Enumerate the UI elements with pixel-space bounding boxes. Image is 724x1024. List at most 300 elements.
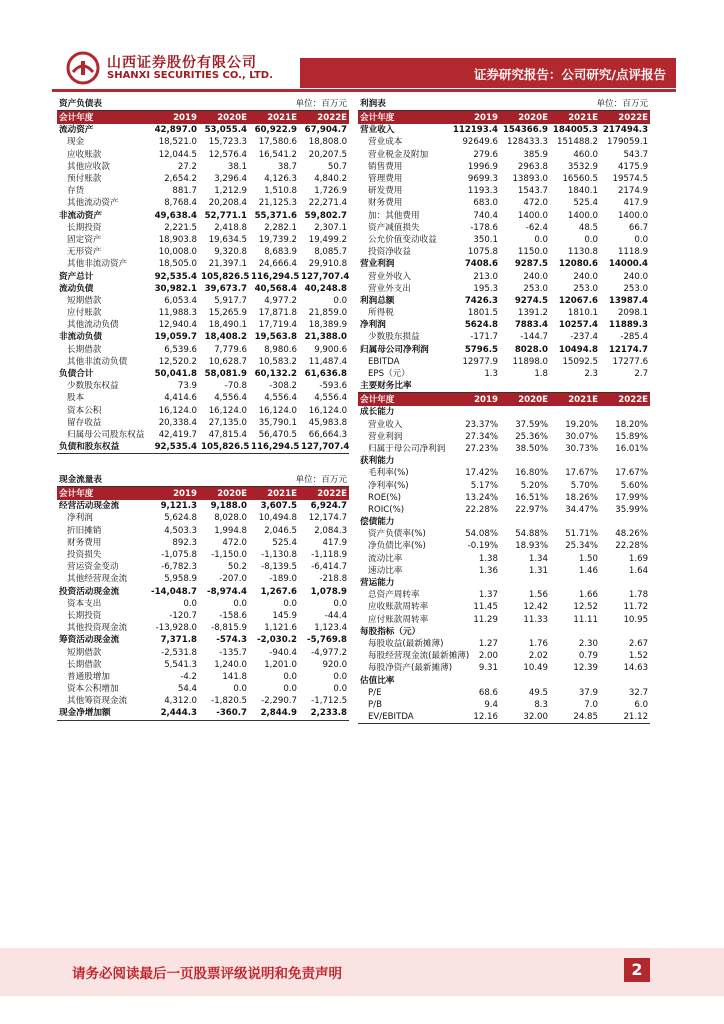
table-row [57,124,349,136]
row-label: 其他流动负债 [67,320,119,331]
row-value: 9,320.8 [214,247,247,258]
row-value: 30.73% [565,443,598,454]
table-row [358,258,650,270]
row-value: 279.6 [473,149,498,160]
table-row [358,455,650,467]
row-value: -5,769.8 [307,635,348,646]
row-value: -308.2 [269,381,297,392]
table-row [358,406,650,418]
ratios-title: 主要财务比率 [360,381,412,392]
table-row [358,197,650,209]
row-value: -1,712.5 [311,696,348,707]
row-value: 21,859.0 [308,308,348,319]
row-value: 12067.6 [558,295,598,306]
row-label: 非流动负债 [59,332,102,343]
table-row [358,516,650,528]
row-value: 4,414.6 [164,393,197,404]
row-label: 总资产周转率 [368,590,420,601]
row-value: 11.29 [473,614,498,625]
row-value: 12,576.4 [208,149,247,160]
row-value: 2.30 [578,638,598,649]
table-row [358,149,650,161]
row-value: 2.02 [528,651,548,662]
row-value: 16,124.0 [208,405,247,416]
row-value: 34.47% [565,504,598,515]
column-header: 2020E [500,393,550,407]
row-value: -158.6 [219,610,247,621]
row-value: 52,771.1 [204,210,247,221]
table-row [57,161,349,173]
row-value [600,577,650,589]
row-value: 2,307.1 [314,222,348,233]
row-value: 1118.9 [617,247,649,258]
row-label: 其他流动资产 [67,198,119,209]
row-value: 0.0 [333,295,348,306]
row-label: 其他筹资现金流 [67,696,128,707]
row-value: 18,389.9 [308,320,348,331]
table-title-row [358,98,650,111]
table-header-row [57,111,349,125]
row-value: 10,008.0 [158,247,197,258]
table-header-row [358,393,650,407]
income-statement-table [358,98,650,724]
company-name-en: SHANXI SECURITIES CO., LTD. [107,70,273,81]
row-value: 217494.3 [602,125,649,136]
row-value: -13,928.0 [155,623,197,634]
row-value: 920.0 [322,659,348,670]
row-value: 12977.9 [462,356,498,367]
column-header: 2019 [450,393,500,407]
row-value: 5,624.8 [164,513,197,524]
row-label: 毛利率(%) [368,468,409,479]
row-value: -62.4 [525,222,548,233]
row-value: 460.0 [573,149,598,160]
row-label: 留存收益 [67,417,102,428]
row-value [450,406,500,418]
row-value: 0.0 [634,234,649,245]
row-value: 128433.3 [506,137,548,148]
row-value: 61,636.8 [304,369,348,380]
row-value: 105,826.5 [201,271,250,282]
row-value: 105,826.5 [201,442,250,453]
row-label: 流动负债 [59,283,94,294]
row-value: -4.2 [180,671,197,682]
row-value [600,674,650,686]
row-value: 10.95 [623,614,649,625]
row-value [450,516,500,528]
row-label: 应付账款周转率 [368,614,429,625]
row-value: 525.4 [573,198,598,209]
row-label: 应付账款 [67,308,102,319]
row-value: 4,503.3 [164,525,197,536]
row-value [600,406,650,418]
row-value: -120.7 [169,610,197,621]
row-value: 20,338.4 [158,417,197,428]
row-label: ROE(%) [368,492,402,503]
row-value: 7408.6 [464,259,498,270]
row-value: 5796.5 [464,344,498,355]
table-row [57,561,349,573]
row-value: 2,418.8 [214,222,247,233]
row-value: 17,871.8 [258,308,297,319]
table-row [57,429,349,441]
table-row [358,553,650,565]
row-value: 6,924.7 [310,501,348,512]
column-header: 会计年度 [358,111,450,125]
row-value: 2.7 [634,369,649,380]
table-row [358,699,650,711]
row-value: 15,265.9 [208,308,247,319]
row-value: 2,084.3 [314,525,348,536]
table-row [57,258,349,270]
row-label: 加：其他费用 [368,210,420,221]
row-value: 1.76 [528,638,548,649]
row-value: 50.7 [327,161,348,172]
row-value: 3,296.4 [214,174,247,185]
row-value: 17,580.6 [258,137,297,148]
row-value: 16.51% [515,492,548,503]
table-row [358,674,650,686]
row-value: -8,139.5 [261,562,297,573]
row-label: 资本支出 [67,598,102,609]
row-value [450,674,500,686]
row-value: 55,371.6 [254,210,297,221]
table-row [358,601,650,613]
row-value: 9,900.6 [314,344,348,355]
row-value: 38.1 [227,161,247,172]
row-value: 16,124.0 [258,405,297,416]
row-value: 892.3 [172,537,197,548]
row-value: 32.7 [628,687,649,698]
row-value: -8,815.9 [211,623,247,634]
row-value: 8,768.4 [164,198,197,209]
row-value [550,577,600,589]
row-value: 253.0 [523,283,548,294]
table-row [57,356,349,368]
row-value: 19,634.5 [208,234,247,245]
row-label: 获利能力 [360,456,395,467]
row-value: 18,521.0 [158,137,197,148]
row-value: 1,121.6 [264,623,297,634]
row-value: -1,075.8 [161,550,197,561]
table-row [57,344,349,356]
row-value: 1.66 [578,590,598,601]
column-header: 2020E [199,487,249,501]
table-row [358,626,650,638]
table-row [57,695,349,707]
row-value: 9.31 [478,663,498,674]
row-value: 7.0 [584,699,598,710]
row-value: 6.0 [634,699,649,710]
table-row [57,136,349,148]
balance-sheet-body [57,98,349,454]
row-label: 少数股东损益 [368,332,420,343]
row-value: 11889.3 [608,320,649,331]
row-label: 固定资产 [67,234,102,245]
table-row [358,270,650,282]
row-label: 归属于母公司净利润 [368,443,446,454]
row-value: 2.00 [478,651,498,662]
row-value: 184005.3 [552,125,598,136]
row-value: 472.0 [222,537,247,548]
row-value: 2,282.1 [264,222,297,233]
row-label: 营业外收入 [368,271,411,282]
row-value: 141.8 [222,671,247,682]
row-value: 22.28% [615,541,649,552]
column-header: 2019 [149,487,199,501]
row-value: -4,977.2 [311,647,348,658]
row-value: 4,556.4 [314,393,348,404]
table-row [57,283,349,295]
row-value: 56,470.5 [258,429,297,440]
table-row [57,598,349,610]
ratios-title-cell [358,380,650,393]
row-value [450,455,500,467]
row-value: 11,487.4 [308,356,348,367]
row-value: 1.31 [528,565,548,576]
row-value: 18.26% [565,492,598,503]
row-value: 154366.9 [502,125,548,136]
row-value: 92,535.4 [149,441,199,454]
table-row [358,344,650,356]
row-value: 19.20% [565,419,598,430]
table-row [57,622,349,634]
table-row [358,368,650,380]
table-row [57,234,349,246]
row-value: 240.0 [523,271,548,282]
row-value: 4,126.3 [264,174,297,185]
row-label: 研发费用 [368,186,403,197]
row-value: 1391.2 [517,308,548,319]
row-value: 7883.4 [514,320,548,331]
row-value: 151488.2 [556,137,598,148]
row-label: 现金净增加额 [57,707,149,720]
row-label: 营业税金及附加 [368,149,429,160]
row-label: 所得税 [368,308,394,319]
row-value: 12174.7 [608,344,649,355]
row-value: 11898.0 [512,356,548,367]
row-value: 54.4 [177,684,197,695]
row-value: 253.0 [573,283,598,294]
row-value: -2,030.2 [257,635,297,646]
row-value: 1.37 [478,590,498,601]
row-value: -360.7 [199,707,249,720]
row-value: 6,539.6 [164,344,197,355]
row-value: 1400.0 [567,210,598,221]
row-value: -144.7 [520,332,548,343]
row-value: 12,520.2 [158,356,197,367]
row-value: 5,541.3 [164,659,197,670]
row-value: 10,583.2 [258,356,297,367]
row-label: 资产减值损失 [368,222,420,233]
row-value: 24.85 [550,711,600,724]
row-label: 流动资产 [59,125,94,136]
row-value: 9,121.3 [160,501,197,512]
row-value: 5.60% [620,480,649,491]
table-row [57,368,349,380]
row-value: 8.3 [534,699,548,710]
row-value: 1400.0 [617,210,649,221]
row-value: 417.9 [623,198,649,209]
row-value: 92649.6 [462,137,498,148]
table-row [358,565,650,577]
table-row [358,136,650,148]
row-value: -285.4 [620,332,649,343]
table-row [57,246,349,258]
row-label: 财务费用 [67,537,102,548]
row-value: 38.50% [515,443,548,454]
row-value: 2,844.9 [249,707,299,720]
row-value: 1840.1 [567,186,598,197]
row-value: -8,974.4 [207,586,247,597]
row-value: 10,628.7 [208,356,247,367]
row-label: EV/EBITDA [358,711,450,724]
row-value: 92,535.4 [154,271,197,282]
row-value: 18.93% [515,541,548,552]
table-row [57,500,349,512]
row-value: 0.0 [534,234,548,245]
row-value [450,577,500,589]
row-value: 49.5 [528,687,548,698]
row-value: 9.4 [484,699,498,710]
row-value: 5,917.7 [214,295,247,306]
table-row [57,197,349,209]
row-value: 21,388.0 [304,332,348,343]
column-header: 2022E [299,111,349,125]
row-value: 12,174.7 [308,513,348,524]
table-row [358,210,650,222]
row-label: 营运资金变动 [67,562,119,573]
row-value: 10.49 [523,663,548,674]
row-value: 30,982.1 [154,283,197,294]
table-header-row [57,487,349,501]
row-value: 17.42% [465,468,498,479]
report-type-banner [300,58,676,88]
row-value: 18.20% [615,419,649,430]
table-row [358,528,650,540]
row-value: 0.0 [233,684,247,695]
table-row [57,185,349,197]
row-value: -2,290.7 [261,696,297,707]
row-value: 9274.5 [514,295,548,306]
row-value: 48.26% [615,529,649,540]
row-label: 折旧摊销 [67,525,102,536]
row-value [600,455,650,467]
row-value: 1.64 [628,565,649,576]
row-value: 11.45 [473,602,498,613]
table-row [57,441,349,454]
row-value: 525.4 [272,537,297,548]
row-value: 13.24% [465,492,498,503]
row-value: 47,815.4 [208,429,247,440]
table-title-cell [57,474,349,487]
row-value: 0.0 [183,598,197,609]
row-label: 每股经营现金流(最新摊薄) [368,651,470,662]
row-value [500,577,550,589]
row-label: 每股指标（元） [360,626,421,637]
row-label: 资本公积 [67,405,102,416]
column-header: 2020E [199,111,249,125]
row-value [550,406,600,418]
row-value: 23.37% [465,419,498,430]
row-label: 应收账款 [67,149,102,160]
row-value: 17.67% [615,468,649,479]
table-row [57,210,349,222]
row-value: 3,607.5 [260,501,297,512]
row-label: 存货 [67,186,85,197]
row-label: 无形资产 [67,247,102,258]
row-value: 15092.5 [562,356,598,367]
row-value: 4,977.2 [264,295,297,306]
row-value: 1.34 [528,553,548,564]
row-value: 385.9 [523,149,548,160]
table-row [57,149,349,161]
table-row [358,234,650,246]
table-row [57,512,349,524]
row-label: 资本公积增加 [67,684,119,695]
row-value: 1.52 [628,651,649,662]
table-row [358,711,650,724]
table-row [57,659,349,671]
table-row [358,467,650,479]
row-value: 1.38 [478,553,498,564]
row-value: 5.70% [570,480,598,491]
page-number: 2 [624,958,650,982]
table-title-row [57,474,349,487]
row-value: 12,940.4 [158,320,197,331]
table-row [358,246,650,258]
row-label: 投资净收益 [368,247,411,258]
column-header: 2021E [249,487,299,501]
row-value: 49,638.4 [154,210,197,221]
row-value: -178.6 [470,222,498,233]
income-statement-body [358,98,650,724]
row-value: -0.19% [467,541,498,552]
column-header: 2022E [600,111,650,125]
table-unit: 单位：百万元 [596,99,649,110]
row-value: 35.99% [615,504,649,515]
table-title: 现金流量表 [59,475,102,486]
row-value: 145.9 [272,610,297,621]
row-value: 116,294.5 [251,271,300,282]
row-label: 成长能力 [360,407,395,418]
row-value: 240.0 [623,271,649,282]
table-row [57,270,349,282]
row-label: 普通股增加 [67,671,110,682]
row-value: 18,490.1 [208,320,247,331]
row-value: 10257.4 [558,320,598,331]
row-value [500,455,550,467]
row-value: 19574.5 [612,174,649,185]
table-row [57,573,349,585]
row-value: 2,221.5 [164,222,197,233]
table-row [358,283,650,295]
row-label: 资产总计 [59,271,94,282]
table-row [358,307,650,319]
row-value: 21,125.3 [258,198,297,209]
row-value: 50.2 [227,562,247,573]
row-label: 现金 [67,137,85,148]
row-value [550,674,600,686]
row-value: 1,123.4 [314,623,348,634]
row-value: 16.01% [615,443,649,454]
row-value: 4,840.2 [314,174,348,185]
row-label: 净利润 [360,320,386,331]
row-value: 18,903.8 [158,234,197,245]
row-value: 127,707.4 [301,442,350,453]
row-label: 负债和股东权益 [57,441,149,454]
row-value: 5624.8 [464,320,498,331]
